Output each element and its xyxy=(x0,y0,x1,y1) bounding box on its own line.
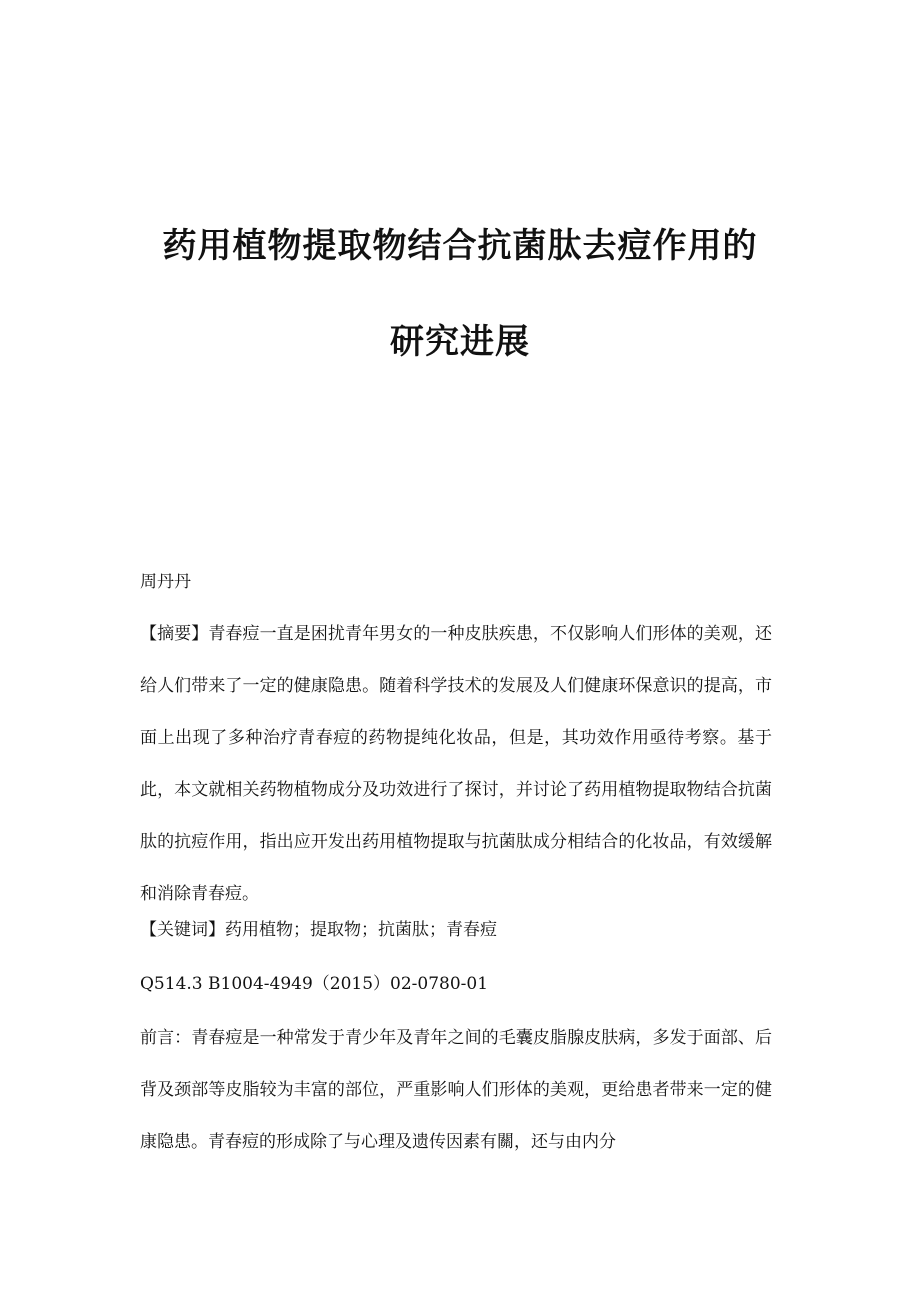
intro-paragraph xyxy=(140,1012,772,1168)
abstract-paragraph xyxy=(140,608,772,920)
abstract-text: 青春痘一直是困扰青年男女的一种皮肤疾患，不仅影响人们形体的美观，还给人们带来了一定的健康隐患。随着科学技术的发展及人们健康环保意识的提高，市面上出现了多种治疗青春痘的药物提纯化妆品，但是，其功效作用亟待考察。基于此，本文就相关药物植物成分及功效进行了探讨，并讨论了药用植物提取物结合抗菌肽的抗痘作用，指出应开发出药用植物提取与抗菌肽成分相结合的化妆品，有效缓解和消除青春痘。 xyxy=(140,624,773,904)
keywords-paragraph xyxy=(140,904,772,956)
intro-label: 前言： xyxy=(140,1028,192,1048)
intro-text: 青春痘是一种常发于青少年及青年之间的毛囊皮脂腺皮肤病，多发于面部、后背及颈部等皮脂较为丰富的部位，严重影响人们形体的美观，更给患者带来一定的健康隐患。青春痘的形成除了与心理及遗传因素有關，还与由内分 xyxy=(140,1028,772,1152)
abstract-label: 【摘要】 xyxy=(140,624,209,644)
keywords-text: 药用植物；提取物；抗菌肽；青春痘 xyxy=(225,920,497,940)
classification-code: Q514.3 B1004-4949（2015）02-0780-01 xyxy=(140,974,489,994)
document-title-line-1: 药用植物提取物结合抗菌肽去痘作用的 xyxy=(162,226,758,266)
author-name: 周丹丹 xyxy=(140,572,191,592)
keywords-label: 【关键词】 xyxy=(140,920,225,940)
document-title-line-2: 研究进展 xyxy=(390,322,530,362)
